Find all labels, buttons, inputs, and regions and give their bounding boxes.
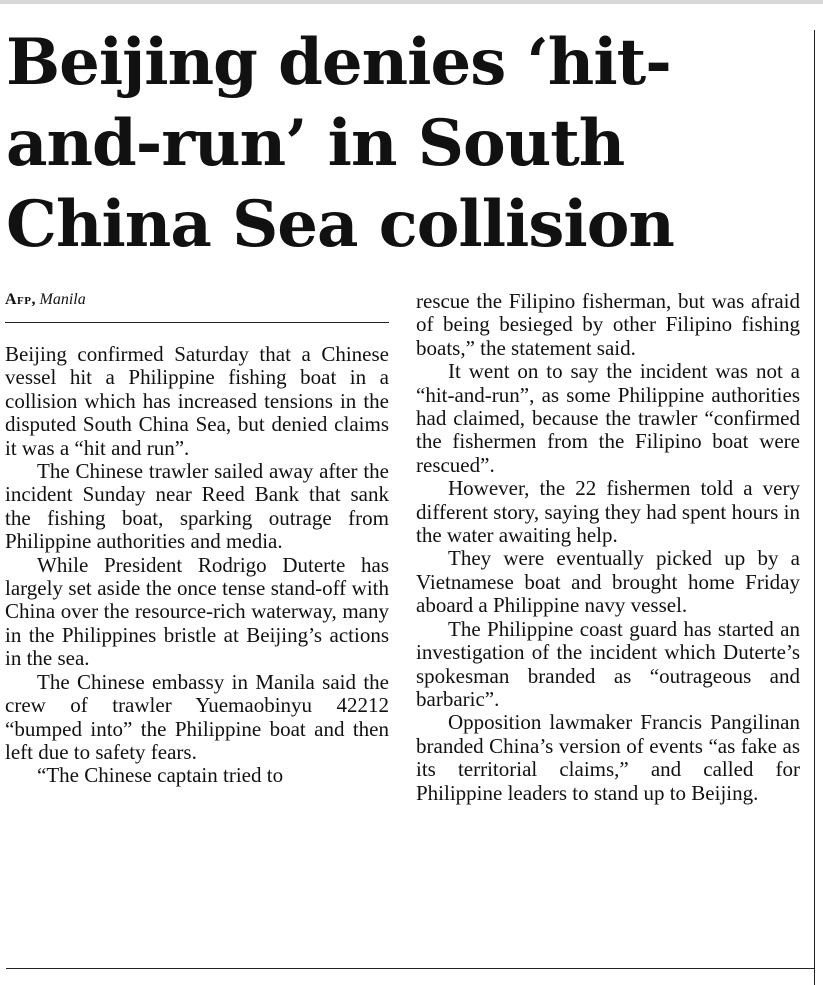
byline-separator: ,	[31, 291, 36, 308]
article-headline: Beijing denies ‘hit-and-run’ in South China Sea collision	[6, 25, 674, 262]
byline-place: Manila	[39, 291, 86, 308]
paragraph: “The Chinese captain tried to	[37, 763, 284, 788]
bottom-rule	[6, 968, 814, 969]
paragraph: While President Rodrigo Duterte has largely set aside the once tense stand-off with China over the resource-rich waterway, many in the Philippines bristle at Beijing’s actions in the sea.	[5, 552, 389, 671]
top-border-rule	[0, 0, 823, 4]
paragraph-continued: rescue the Filipino fisherman, but was afraid of being besieged by other Filipino fishing boats,” the statement said.	[416, 289, 800, 360]
paragraph: They were eventually picked up by a Vietnamese boat and brought home Friday aboard a Philippine navy vessel.	[416, 546, 800, 618]
paragraph: Opposition lawmaker Francis Pangilinan branded China’s version of events “as fake as its territorial claims,” and called for Philippine leaders to stand up to Beijing.	[416, 710, 800, 805]
article-column-left	[5, 290, 389, 788]
paragraph: Beijing confirmed Saturday that a Chinese vessel hit a Philippine fishing boat in a collision which has increased tensions in the disputed South China Sea, but denied claims it was a “hit and run”.	[5, 342, 389, 460]
byline-agency: Afp	[5, 291, 32, 308]
byline	[5, 290, 389, 323]
paragraph: It went on to say the incident was not a “hit-and-run”, as some Philippine authorities had claimed, because the trawler “confirmed the fishermen from the Filipino boat were rescued”.	[416, 359, 800, 477]
right-column-rule	[814, 30, 815, 985]
article-column-right	[416, 290, 800, 805]
paragraph: The Chinese embassy in Manila said the crew of trawler Yuemaobinyu 42212 “bumped into” the Philippine boat and then left due to safety fears.	[5, 669, 389, 764]
paragraph: The Philippine coast guard has started an investigation of the incident which Duterte’s spokesman branded as “outrageous and barbaric”.	[416, 616, 800, 711]
paragraph: The Chinese trawler sailed away after the incident Sunday near Reed Bank that sank the fishing boat, sparking outrage from Philippine authorities and media.	[5, 459, 389, 554]
paragraph: However, the 22 fishermen told a very different story, saying they had spent hours in the water awaiting help.	[416, 476, 800, 548]
